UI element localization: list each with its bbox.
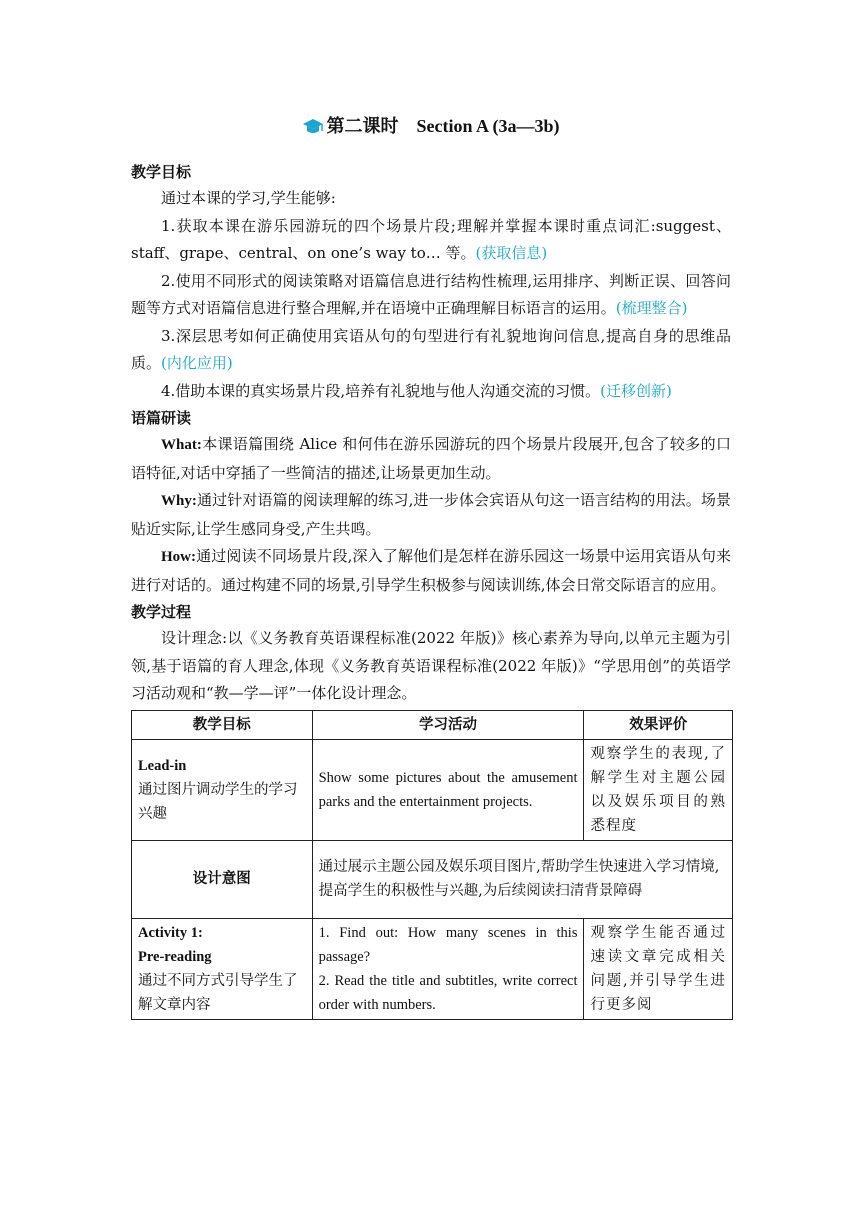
process-heading: 教学过程 (131, 603, 192, 621)
design-concept: 设计理念:以《义务教育英语课程标准(2022 年版)》核心素养为导向,以单元主题为引领,基于语篇的育人理念,体现《义务教育英语课程标准(2022 年版)》“学思用创”的英语学习活动观和“教—学—评”一体化设计理念。 (131, 629, 731, 702)
stage-subtitle: Pre-reading (138, 948, 212, 965)
evaluation-cell: 观察学生能否通过速读文章完成相关问题,并引导学生进行更多阅 (584, 918, 733, 1019)
stage-title: Activity 1: (138, 924, 203, 941)
lesson-table (131, 710, 733, 1020)
goals-intro: 通过本课的学习,学生能够: (161, 189, 336, 207)
goal-item: 2.使用不同形式的阅读策略对语篇信息进行结构性梳理,运用排序、判断正误、回答问题等方式对语篇信息进行整合理解,并在语境中正确理解目标语言的运用。(梳理整合) (131, 271, 731, 317)
table-row (132, 739, 733, 840)
table-header-row (132, 710, 733, 739)
intent-text: 通过展示主题公园及娱乐项目图片,帮助学生快速进入学习情境,提高学生的积极性与兴趣,为后续阅读扫清背景障碍 (312, 840, 732, 918)
table-row (132, 840, 733, 918)
stage-goal: 通过图片调动学生的学习兴趣 (138, 781, 298, 822)
activity-item: 2. Read the title and subtitles, write correct order with numbers. (318, 972, 578, 1013)
intent-label: 设计意图 (132, 840, 313, 918)
goal-item: 4.借助本课的真实场景片段,培养有礼貌地与他人沟通交流的习惯。(迁移创新) (161, 381, 672, 400)
activity-item: 1. Find out: How many scenes in this passage? (318, 924, 578, 965)
analysis-how: How:通过阅读不同场景片段,深入了解他们是怎样在游乐园这一场景中运用宾语从句来进行对话的。通过构建不同的场景,引导学生积极参与阅读训练,体会日常交际语言的应用。 (131, 547, 731, 594)
stage-cell (132, 918, 313, 1019)
stage-goal: 通过不同方式引导学生了解文章内容 (138, 972, 298, 1013)
stage-cell (132, 739, 313, 840)
column-header: 教学目标 (132, 710, 313, 739)
section-title: Section A (3a—3b) (416, 116, 560, 136)
graduation-cap-icon (302, 117, 324, 145)
activity-cell: Show some pictures about the amusement parks and the entertainment projects. (312, 739, 584, 840)
activity-cell (312, 918, 584, 1019)
goal-item: 1.获取本课在游乐园游玩的四个场景片段;理解并掌握本课时重点词汇:suggest、staff、grape、central、on one’s way to… 等。(获取信息) (131, 216, 731, 262)
goals-heading: 教学目标 (131, 163, 192, 181)
analysis-heading: 语篇研读 (131, 409, 192, 427)
analysis-what: What:本课语篇围绕 Alice 和何伟在游乐园游玩的四个场景片段展开,包含了较多的口语特征,对话中穿插了一些简洁的描述,让场景更加生动。 (131, 435, 731, 482)
page-title (131, 112, 731, 145)
lesson-title: 第二课时 (326, 116, 399, 137)
analysis-why: Why:通过针对语篇的阅读理解的练习,进一步体会宾语从句这一语言结构的用法。场景贴近实际,让学生感同身受,产生共鸣。 (131, 491, 731, 538)
table-row (132, 918, 733, 1019)
stage-title: Lead-in (138, 757, 187, 774)
document-page (131, 112, 731, 1020)
column-header: 学习活动 (312, 710, 584, 739)
evaluation-cell: 观察学生的表现,了解学生对主题公园以及娱乐项目的熟悉程度 (584, 739, 733, 840)
column-header: 效果评价 (584, 710, 733, 739)
goal-item: 3.深层思考如何正确使用宾语从句的句型进行有礼貌地询问信息,提高自身的思维品质。(内化应用) (131, 326, 731, 372)
